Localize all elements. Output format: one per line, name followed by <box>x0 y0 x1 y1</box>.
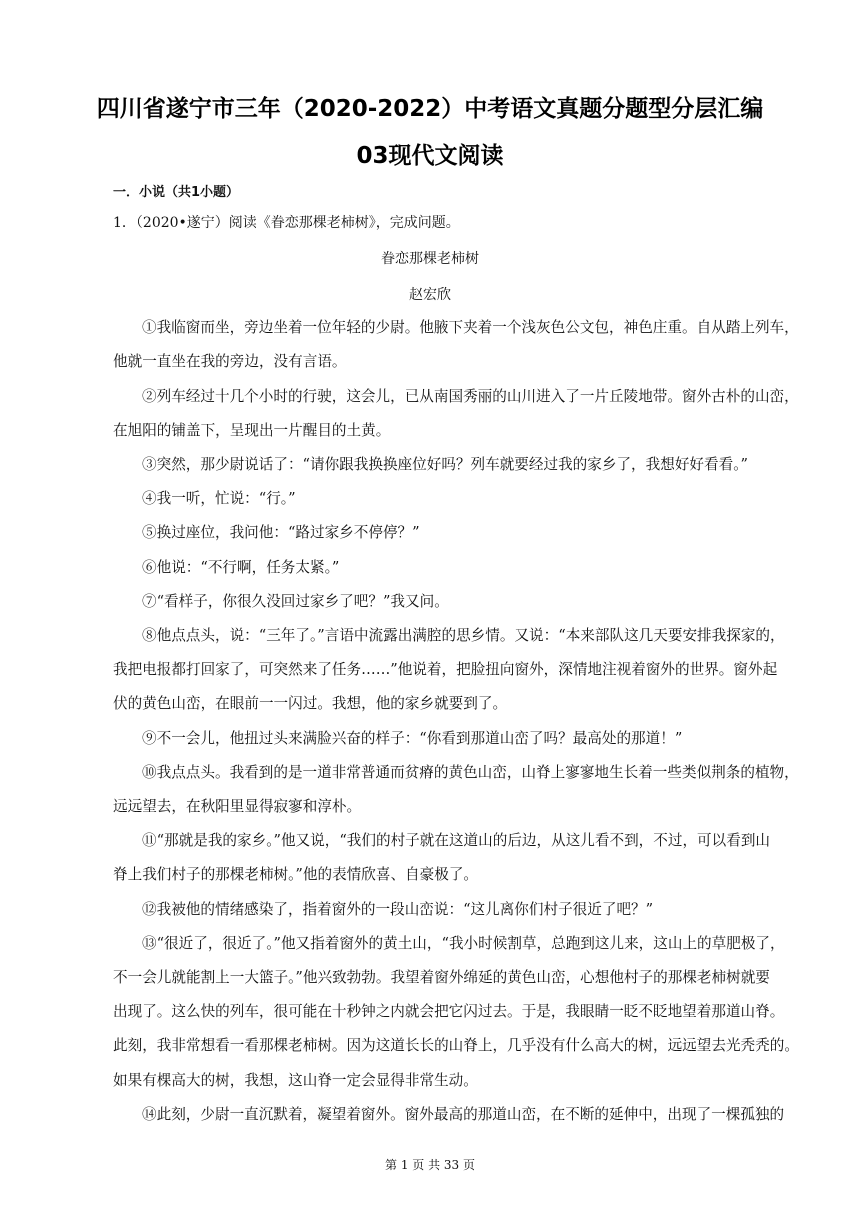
paragraph-line: 出现了。这么快的列车，很可能在十秒钟之内就会把它闪过去。于是，我眼睛一眨不眨地望着那道山脊。 <box>113 1003 785 1020</box>
paragraph-line: ③突然，那少尉说话了：“请你跟我换换座位好吗？列车就要经过我的家乡了，我想好好看看。” <box>142 456 748 473</box>
paragraph-line: 我把电报都打回家了，可突然来了任务……”他说着，把脸扭向窗外，深情地注视着窗外的世界。窗外起 <box>113 661 778 678</box>
paragraph-line: ⑬“很近了，很近了。”他又指着窗外的黄土山，“我小时候割草，总跑到这儿来，这山上的草肥极了， <box>142 935 785 952</box>
section-heading: 一．小说（共1小题） <box>113 185 240 200</box>
paragraph-line: ⑪“那就是我的家乡。”他又说，“我们的村子就在这道山的后边，从这儿看不到，不过，可以看到山 <box>142 832 771 849</box>
paragraph-line: ⑤换过座位，我问他：“路过家乡不停停？” <box>142 524 420 541</box>
paragraph-line: 他就一直坐在我的旁边，没有言语。 <box>113 353 347 370</box>
paragraph-line: ⑦“看样子，你很久没回过家乡了吧？”我又问。 <box>142 593 449 610</box>
document-subtitle: 03现代文阅读 <box>356 143 504 169</box>
paragraph-line: ⑭此刻，少尉一直沉默着，凝望着窗外。窗外最高的那道山峦，在不断的延伸中，出现了一棵孤独的 <box>142 1106 785 1123</box>
document-title: 四川省遂宁市三年（2020-2022）中考语文真题分题型分层汇编 <box>96 96 764 122</box>
paragraph-line: ⑥他说：“不行啊，任务太紧。” <box>142 559 340 576</box>
page-footer: 第 1 页 共 33 页 <box>385 1158 475 1172</box>
paragraph-line: 远远望去，在秋阳里显得寂寥和淳朴。 <box>113 798 362 815</box>
paragraph-line: 在旭阳的铺盖下，呈现出一片醒目的土黄。 <box>113 422 391 439</box>
paragraph-line: ④我一听，忙说：“行。” <box>142 490 296 507</box>
paragraph-line: 不一会儿就能割上一大篮子。”他兴致勃勃。我望着窗外绵延的黄色山峦，心想他村子的那棵老柿树就要 <box>113 969 770 986</box>
paragraph-line: 此刻，我非常想看一看那棵老柿树。因为这道长长的山脊上，几乎没有什么高大的树，远远望去光秃秃的。 <box>113 1037 799 1054</box>
paragraph-line: ①我临窗而坐，旁边坐着一位年轻的少尉。他腋下夹着一个浅灰色公文包，神色庄重。自从踏上列车， <box>142 319 799 336</box>
paragraph-line: ②列车经过十几个小时的行驶，这会儿，已从南国秀丽的山川进入了一片丘陵地带。窗外古朴的山峦， <box>142 388 799 405</box>
story-title: 眷恋那棵老柿树 <box>381 251 479 267</box>
story-author: 赵宏欣 <box>409 287 451 303</box>
paragraph-line: ⑩我点点头。我看到的是一道非常普通而贫瘠的黄色山峦，山脊上寥寥地生长着一些类似荆条的植物， <box>142 764 799 781</box>
question-intro: 1．（2020•遂宁）阅读《眷恋那棵老柿树》，完成问题。 <box>113 215 460 231</box>
paragraph-line: ⑨不一会儿，他扭过头来满脸兴奋的样子：“你看到那道山峦了吗？最高处的那道！” <box>142 730 683 747</box>
paragraph-line: 如果有棵高大的树，我想，这山脊一定会显得非常生动。 <box>113 1072 478 1089</box>
paragraph-line: 脊上我们村子的那棵老柿树。”他的表情欣喜、自豪极了。 <box>113 866 479 883</box>
paragraph-line: 伏的黄色山峦，在眼前一一闪过。我想，他的家乡就要到了。 <box>113 695 508 712</box>
paragraph-line: ⑧他点点头，说：“三年了。”言语中流露出满腔的思乡情。又说：“本来部队这几天要安排我探家的， <box>142 627 785 644</box>
paragraph-line: ⑫我被他的情绪感染了，指着窗外的一段山峦说：“这儿离你们村子很近了吧？” <box>142 901 654 918</box>
